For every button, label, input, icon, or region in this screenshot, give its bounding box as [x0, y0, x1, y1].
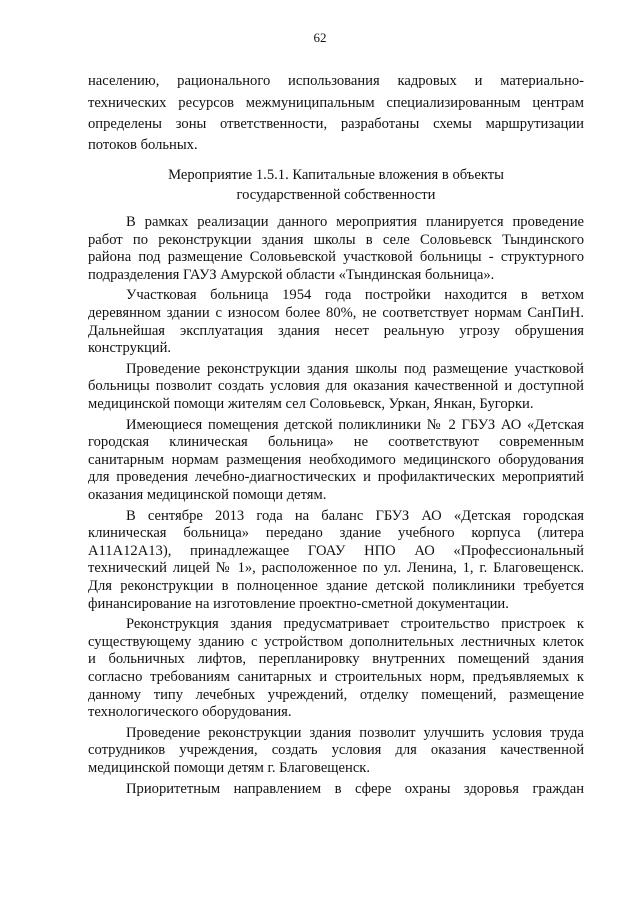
text-line: населению, рационального использования кадровых и материально-: [88, 73, 584, 89]
text-line: потоков больных.: [88, 137, 198, 153]
text-line: существующему зданию с устройством дополнительных лестничных клеток: [88, 634, 584, 650]
text-line: санитарным нормам размещения необходимого медицинского оборудования: [88, 452, 584, 468]
text-line: конструкций.: [88, 340, 172, 356]
text-line: Проведение реконструкции здания школы под размещение участковой: [126, 361, 584, 377]
section-heading: государственной собственности: [236, 187, 436, 203]
text-line: Участковая больница 1954 года постройки находится в ветхом: [126, 287, 584, 303]
text-line: технологического оборудования.: [88, 704, 292, 720]
text-line: медицинской помощи детям г. Благовещенск.: [88, 760, 371, 776]
text-line: работ по реконструкции здания школы в селе Соловьевск Тындинского: [88, 232, 584, 248]
text-line: данному типу лечебных учреждений, отделку помещений, размещение: [88, 687, 584, 703]
section-heading: Мероприятие 1.5.1. Капитальные вложения в объекты: [168, 167, 504, 183]
page-number: 62: [313, 30, 327, 45]
text-line: Дальнейшая эксплуатация здания несет реальную угрозу обрушения: [88, 323, 584, 339]
text-line: больницы позволит создать условия для оказания качественной и доступной: [88, 378, 584, 394]
text-line: В сентябре 2013 года на баланс ГБУЗ АО «Детская городская: [126, 508, 584, 524]
text-line: определены зоны ответственности, разработаны схемы маршрутизации: [88, 116, 584, 132]
text-line: клиническая больница» передано здание учебного корпуса (литера: [88, 525, 584, 541]
text-line: и больничных лифтов, перепланировку внутренних помещений здания: [88, 651, 584, 667]
text-line: деревянном здании с износом более 80%, не соответствует нормам СанПиН.: [88, 305, 584, 321]
text-line: финансирование на изготовление проектно-сметной документации.: [88, 596, 509, 612]
text-line: технических ресурсов межмуниципальным специализированным центрам: [88, 95, 584, 111]
text-line: района под размещение Соловьевской участковой больницы - структурного: [88, 249, 584, 265]
text-line: В рамках реализации данного мероприятия планируется проведение: [126, 214, 584, 230]
text-line: оказания медицинской помощи детям.: [88, 487, 327, 503]
text-line: Имеющиеся помещения детской поликлиники № 2 ГБУЗ АО «Детская: [126, 417, 584, 433]
text-line: Для реконструкции в полноценное здание детской поликлиники требуется: [88, 578, 584, 594]
text-line: подразделения ГАУЗ Амурской области «Тындинская больница».: [88, 267, 495, 283]
text-line: сотрудников учреждения, создать условия для оказания качественной: [88, 742, 584, 758]
text-line: Реконструкция здания предусматривает строительство пристроек к: [126, 616, 584, 632]
text-line: технический лицей № 1», расположенное по ул. Ленина, 1, г. Благовещенск.: [88, 560, 584, 576]
text-line: Проведение реконструкции здания позволит улучшить условия труда: [126, 725, 584, 741]
text-line: Приоритетным направлением в сфере охраны здоровья граждан: [126, 781, 584, 797]
text-line: городская клиническая больница» не соответствуют современным: [88, 434, 584, 450]
text-line: медицинской помощи жителям сел Соловьевск, Уркан, Янкан, Бугорки.: [88, 396, 534, 412]
text-line: для проведения лечебно-диагностических и профилактических мероприятий: [88, 469, 584, 485]
text-line: А11А12А13), принадлежащее ГОАУ НПО АО «Профессиональный: [88, 543, 584, 559]
text-line: согласно требованиям санитарных и строительных норм, предъявляемых к: [88, 669, 584, 685]
